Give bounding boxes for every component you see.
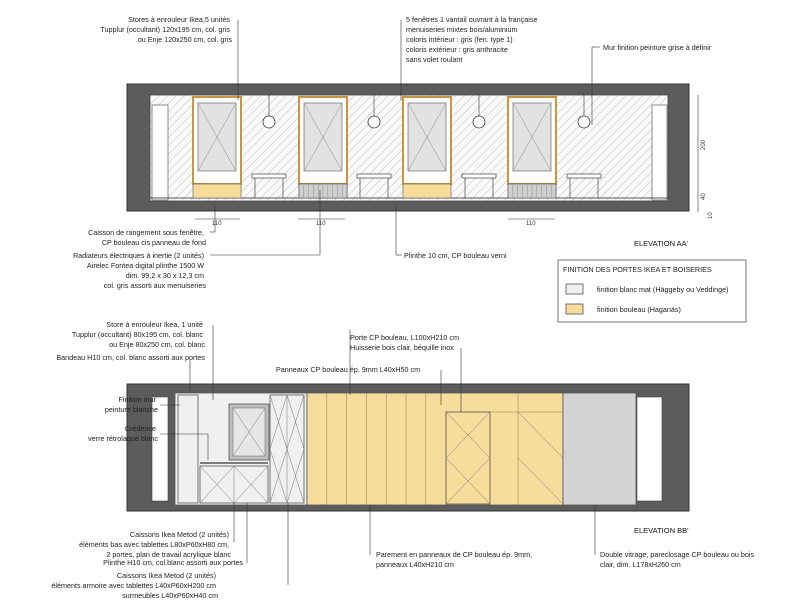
label-fenetres-line1: 5 fenêtres 1 vantail ouvrant à la française — [406, 15, 538, 24]
label-fenetres-line2: menuiseries mixtes bois/aluminium — [406, 25, 518, 34]
elevation-aa-title: ELEVATION AA' — [634, 239, 689, 248]
aa-dim-base: 40 — [701, 193, 707, 200]
label-fenetres-line4: coloris extérieur : gris anthracite — [406, 45, 508, 54]
aa-left-jamb — [152, 105, 168, 200]
label-caissons-armoire-line2: éléments armoire avec tablettes L40xP60xH200 cm — [51, 581, 216, 590]
label-store-line1: Store à enrouleur Ikea, 1 unité — [106, 320, 203, 329]
label-fenetres-line3: coloris intérieur : gris (fen. type 1) — [406, 35, 513, 44]
label-caisson-line1: Caisson de rangement sous fenêtre, — [88, 228, 204, 237]
aa-window-2 — [299, 97, 347, 198]
legend-white-label: finition blanc mat (Häggeby ou Veddinge) — [597, 285, 729, 294]
bb-wood-panels — [307, 393, 563, 505]
label-stores — [100, 15, 232, 44]
label-porte-line1: Porte CP bouleau, L100xH210 cm — [350, 333, 459, 342]
bb-glazing — [563, 393, 636, 505]
aa-dim-foot: 10 — [708, 212, 714, 219]
label-porte — [350, 333, 461, 352]
aa-right-jamb — [652, 105, 667, 200]
label-radiateurs-line3: dim. 99,2 x 30 x 12,3 cm — [125, 271, 204, 280]
legend-wood-swatch — [566, 304, 583, 314]
label-caissons-bas-line2: éléments bas avec tablettes L80xP60xH80 cm, — [79, 540, 229, 549]
aa-dim-height: 200 — [701, 139, 707, 150]
label-radiateurs — [73, 251, 206, 290]
label-finition-mur — [105, 395, 158, 414]
label-stores-line1: Stores à enrouleur Ikea,5 unités — [128, 15, 230, 24]
label-mur: Mur finition peinture grise à définir — [603, 43, 712, 52]
label-vitrage — [600, 550, 756, 569]
label-credence-line2: verre rétrolaqué blanc — [88, 434, 158, 443]
label-radiateurs-line1: Radiateurs électriques à inertie (2 unités) — [72, 251, 204, 260]
label-caissons-bas-line3: 2 portes, plan de travail acrylique blanc — [106, 550, 231, 559]
finish-legend — [558, 260, 746, 322]
label-plinthe-bb: Plinthe H10 cm, col.blanc assorti aux portes — [103, 558, 243, 567]
label-finition-line2: peinture blanche — [104, 405, 158, 414]
label-parement — [376, 550, 534, 569]
label-caissons-armoire-line1: Caissons Ikea Metod (2 unités) — [116, 571, 216, 580]
label-vitrage-line1: Double vitrage, pareclosage CP bouleau ou bois — [600, 550, 755, 559]
bb-door — [446, 412, 490, 504]
label-panneaux: Panneaux CP bouleau ép. 9mm L40xH50 cm — [276, 365, 421, 374]
legend-wood-label: finition bouleau (Haganäs) — [597, 305, 681, 314]
label-caissons-bas — [79, 530, 231, 559]
label-credence-line1: Crédence — [124, 424, 156, 433]
legend-title: FINITION DES PORTES IKEA ET BOISERIES — [563, 265, 712, 274]
bb-right-jamb — [637, 397, 662, 501]
label-plinthe-aa: Plinthe 10 cm, CP bouleau verni — [404, 251, 507, 260]
aa-radiator-1 — [299, 184, 347, 198]
elevation-bb-title: ELEVATION BB' — [634, 526, 689, 535]
label-caissons-bas-line1: Caissons Ikea Metod (2 unités) — [129, 530, 229, 539]
aa-dim-2: 110 — [316, 221, 326, 227]
aa-radiator-2 — [508, 184, 556, 198]
label-caissons-armoire-line3: surmeubles L40xP60xH40 cm — [122, 591, 218, 600]
label-caisson — [88, 228, 206, 247]
aa-window-1 — [193, 97, 241, 198]
label-parement-line2: panneaux L40xH210 cm — [376, 560, 454, 569]
label-store-bb — [72, 320, 206, 349]
label-radiateurs-line4: col. gris assorti aux menuiseries — [103, 281, 206, 290]
label-caisson-line2: CP bouleau cis panneau de fond — [101, 238, 206, 247]
label-radiateurs-line2: Airelec Fontea digital plinthe 1500 W — [86, 261, 204, 270]
label-credence — [88, 424, 158, 443]
label-porte-line2: Huisserie bois clair, béquille inox — [350, 343, 454, 352]
aa-dim-1: 110 — [212, 221, 222, 227]
label-vitrage-line2: clair, dim. L178xH260 cm — [600, 560, 681, 569]
label-fenetres — [406, 15, 539, 64]
label-finition-line1: Finition mur — [118, 395, 156, 404]
aa-dim-3: 110 — [526, 221, 536, 227]
bb-finition-mur — [178, 395, 198, 503]
label-store-line3: ou Enje 80x250 cm, col. blanc — [109, 340, 205, 349]
label-stores-line2: Tupplur (occultant) 120x195 cm, col. gris — [100, 25, 230, 34]
label-stores-line3: ou Enje 120x250 cm, col. gris — [137, 35, 232, 44]
label-store-line2: Tupplur (occultant) 80x195 cm, col. blanc — [71, 330, 203, 339]
aa-window-4 — [508, 97, 556, 198]
label-caissons-armoire — [51, 571, 218, 600]
aa-window-3 — [403, 97, 451, 198]
elevation-bb — [51, 320, 756, 600]
label-parement-line1: Parement en panneaux de CP bouleau ép. 9mm, — [376, 550, 533, 559]
label-bandeau: Bandeau H10 cm, col. blanc assorti aux portes — [56, 353, 205, 362]
elevation-aa — [73, 15, 714, 290]
label-fenetres-line5: sans volet roulant — [406, 55, 463, 64]
legend-white-swatch — [566, 284, 583, 294]
